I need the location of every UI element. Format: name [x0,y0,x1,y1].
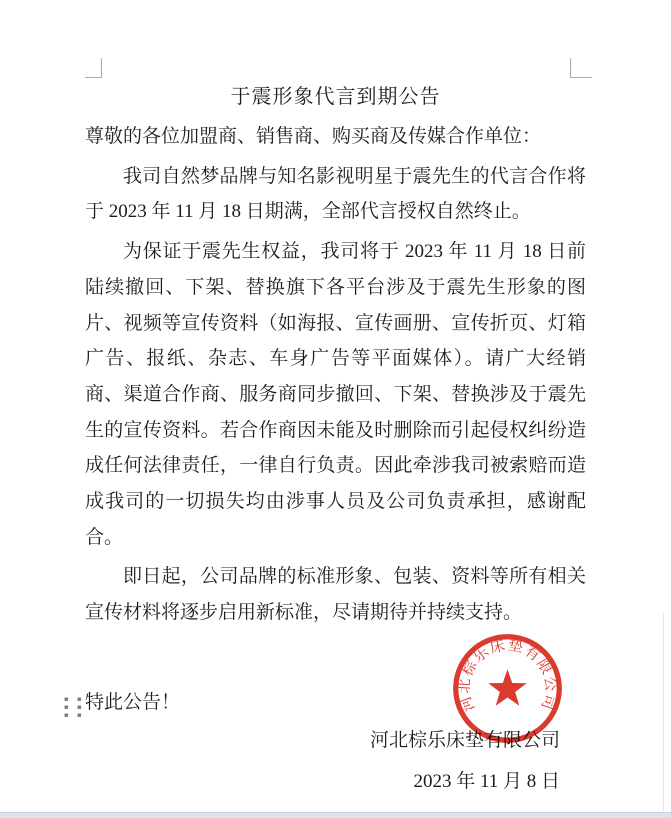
window-bottom-bar [0,812,671,818]
seal-curved-text: 河北棕乐床垫有限公司 [456,637,559,714]
margin-marks [64,697,82,718]
page-right-edge [663,612,664,812]
paragraph-new-standard: 即日起，公司品牌的标准形象、包装、资料等所有相关宣传材料将逐步启用新标准，尽请期待并持续支持。 [85,566,586,624]
margin-mark: ▪ [77,711,82,719]
margin-mark: ▪ [77,695,82,703]
signature-block [85,723,586,800]
margin-mark: ▪ [64,711,69,719]
margin-mark: ▪ [64,695,69,703]
paragraph-termination-notice: 我司自然梦品牌与知名影视明星于震先生的代言合作将于 2023 年 11 月 18 日期满，全部代言授权自然终止。 [85,165,586,223]
company-name: 河北棕乐床垫有限公司 [369,729,560,751]
document-title: 于震形象代言到期公告 [230,86,441,108]
margin-crop-mark-top-right [570,58,592,78]
margin-crop-mark-top-left [85,58,102,78]
document-body [85,82,586,800]
margin-mark: ▪ [77,703,82,711]
salutation-line: 尊敬的各位加盟商、销售商、购买商及传媒合作单位： [85,126,542,147]
closing-line: 特此公告！ [85,691,181,713]
margin-mark: ▪ [64,703,69,711]
paragraph-removal-instructions: 为保证于震先生权益，我司将于 2023 年 11 月 18 日前陆续撤回、下架、替换旗下各平台涉及于震先生形象的图片、视频等宣传资料（如海报、宣传画册、宣传折页、灯箱广告、报纸、杂志、车身广告等平面媒体）。请广大经销商、渠道合作商、服务商同步撤回、下架、替换涉及于震先生的宣传资料。若合作商因未能及时删除而引起侵权纠纷造成任何法律责任，一律自行负责。因此牵涉我司被索赔而造成我司的一切损失均由涉事人员及公司负责承担，感谢配合。 [85,241,586,548]
signature-date: 2023 年 11 月 8 日 [413,771,560,793]
